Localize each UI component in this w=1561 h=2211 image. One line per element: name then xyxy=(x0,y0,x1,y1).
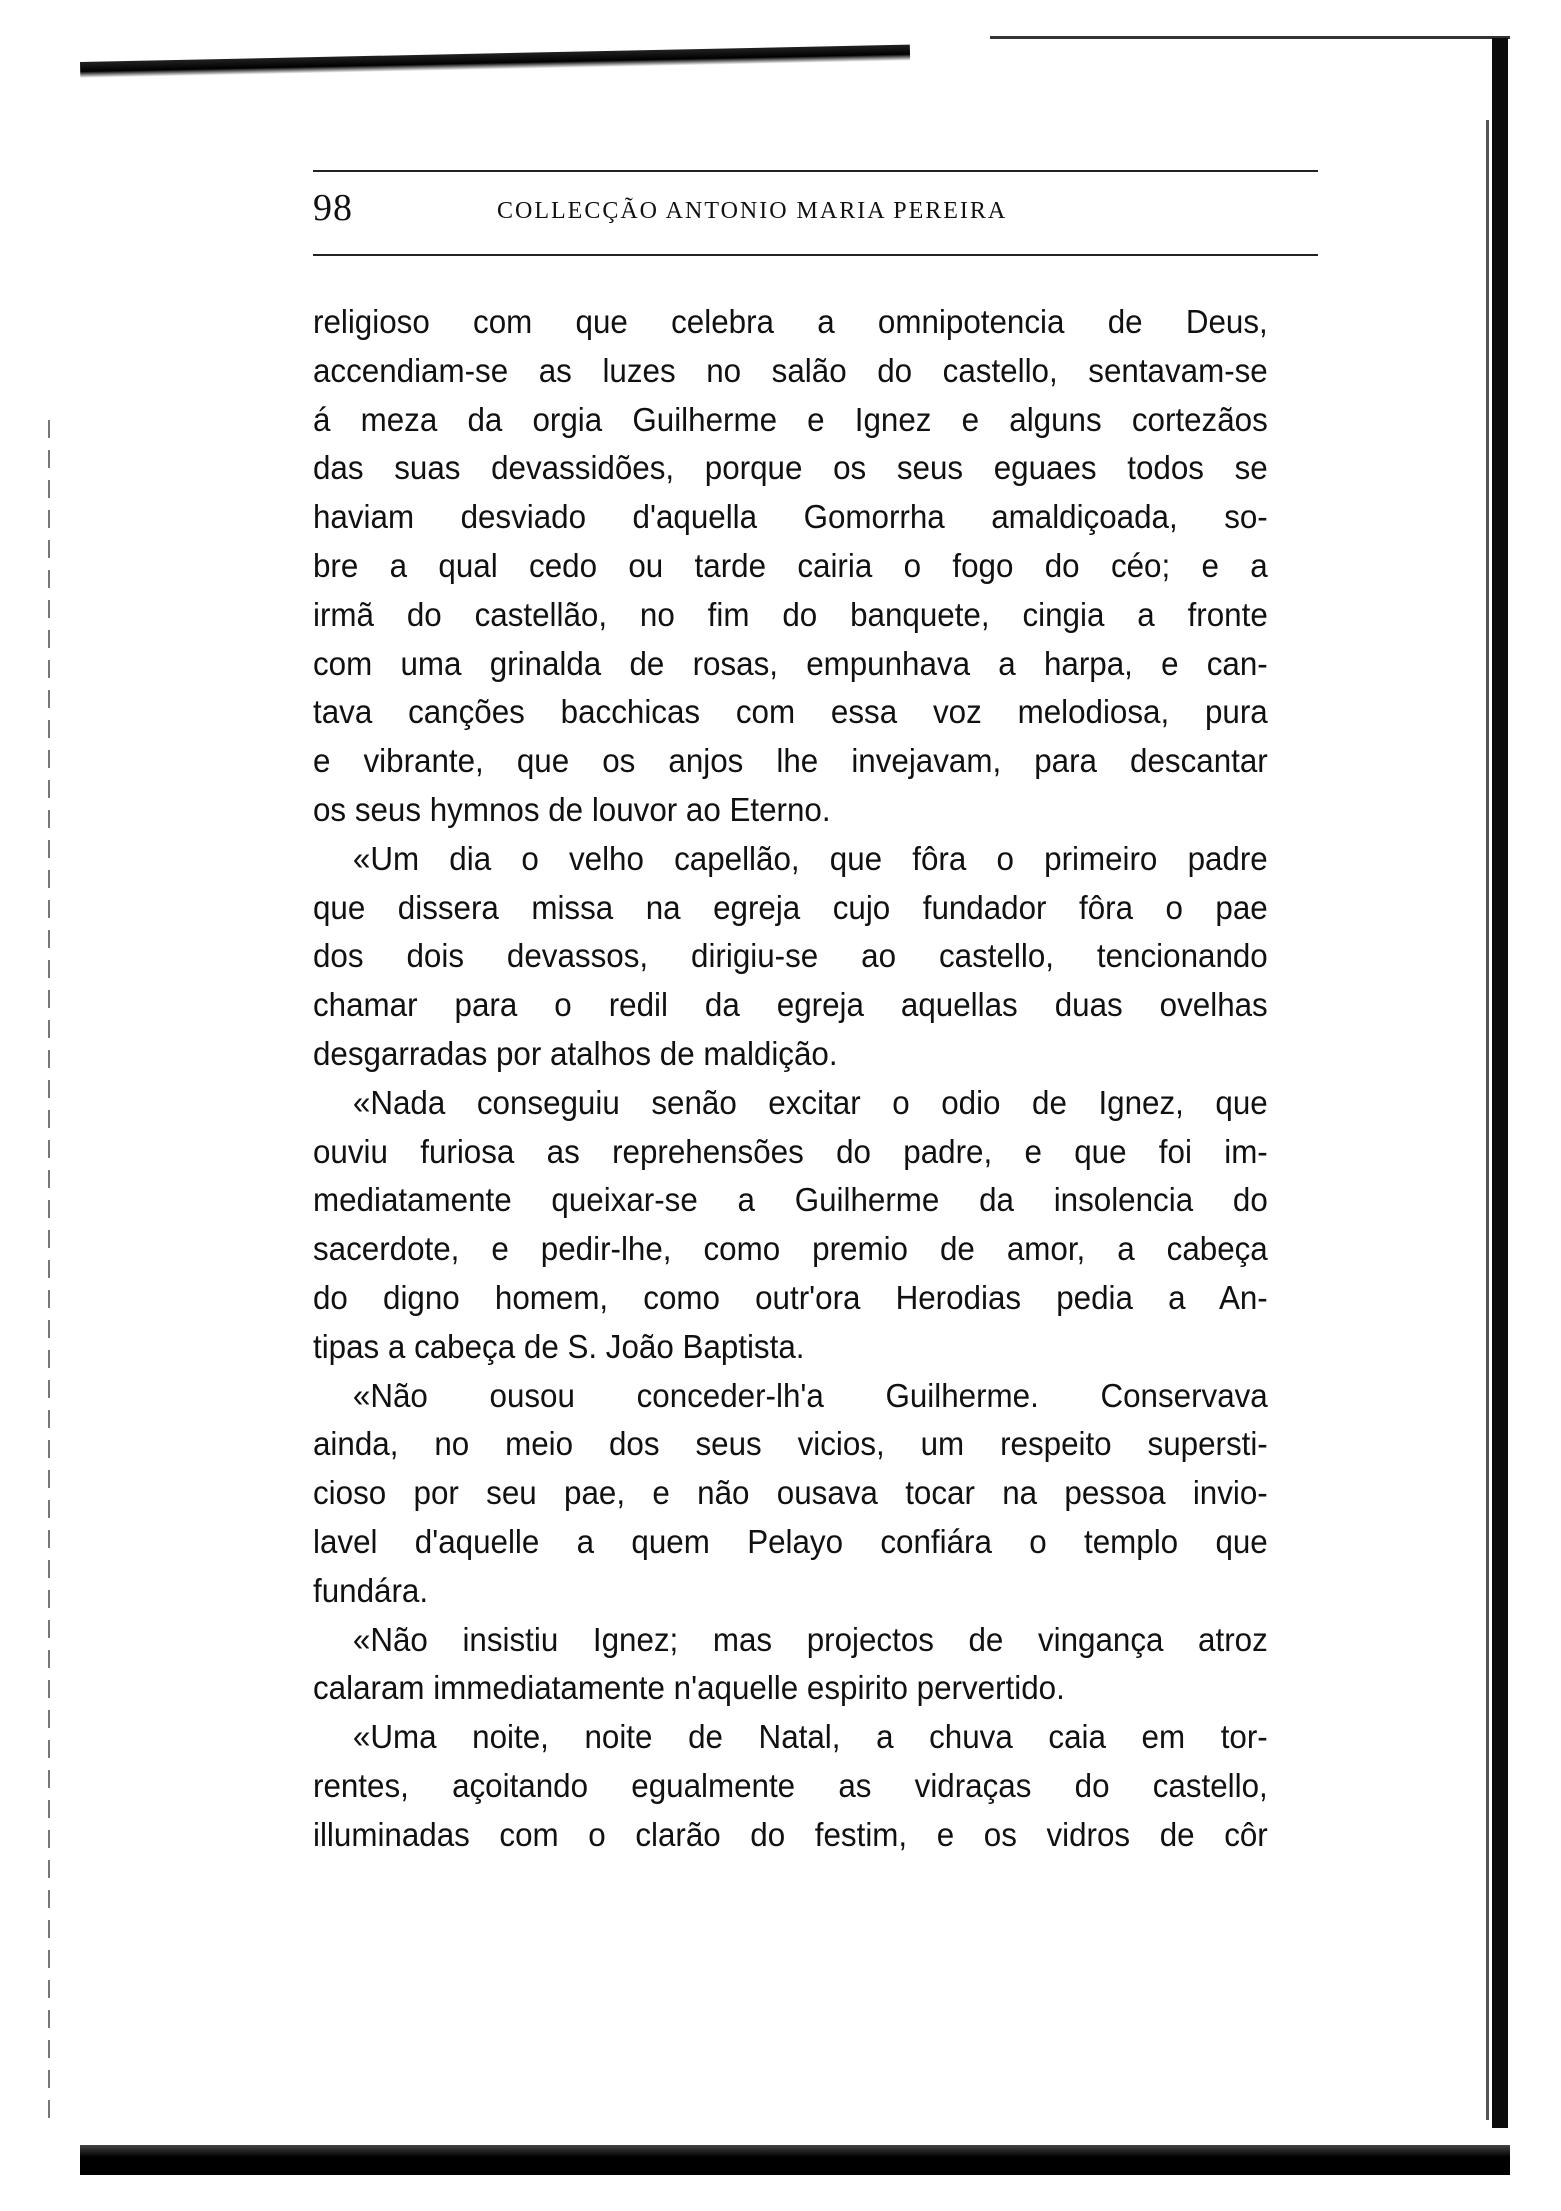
text-line: tava canções bacchicas com essa voz melodiosa, pura xyxy=(313,693,1268,731)
text-line: «Não insistiu Ignez; mas projectos de vingança atroz xyxy=(352,1620,1268,1658)
scan-shadow-bottom xyxy=(80,2145,1510,2175)
text-line: «Não ousou conceder-lh'a Guilherme. Conservava xyxy=(352,1376,1268,1414)
text-line: fundára. xyxy=(313,1571,429,1609)
text-line: sacerdote, e pedir-lhe, como premio de amor, a cabeça xyxy=(313,1230,1268,1268)
header-rule-bottom xyxy=(313,254,1318,256)
text-line: que dissera missa na egreja cujo fundador fôra o pae xyxy=(313,888,1268,926)
page-number: 98 xyxy=(313,187,353,229)
text-line: com uma grinalda de rosas, empunhava a harpa, e can- xyxy=(313,644,1268,682)
text-line: cioso por seu pae, e não ousava tocar na pessoa invio- xyxy=(313,1474,1268,1512)
text-line: desgarradas por atalhos de maldição. xyxy=(313,1034,838,1072)
page-header xyxy=(313,186,1318,236)
text-line: lavel d'aquelle a quem Pelayo confiára o templo que xyxy=(313,1522,1268,1560)
text-line: illuminadas com o clarão do festim, e os vidros de côr xyxy=(313,1815,1268,1853)
text-line: mediatamente queixar-se a Guilherme da insolencia do xyxy=(313,1181,1268,1219)
text-line: religioso com que celebra a omnipotencia de Deus, xyxy=(313,303,1268,340)
text-line: haviam desviado d'aquella Gomorrha amaldiçoada, so- xyxy=(313,498,1268,536)
text-line: e vibrante, que os anjos lhe invejavam, para descantar xyxy=(313,742,1268,780)
text-line: do digno homem, como outr'ora Herodias pedia a An- xyxy=(313,1278,1268,1316)
text-line: ainda, no meio dos seus vicios, um respeito supersti- xyxy=(313,1425,1268,1463)
text-line: ouviu furiosa as reprehensões do padre, e que foi im- xyxy=(313,1132,1268,1170)
text-line: «Nada conseguiu senão excitar o odio de Ignez, que xyxy=(352,1083,1268,1121)
scan-edge-left xyxy=(48,420,50,2120)
text-line: chamar para o redil da egreja aquellas duas ovelhas xyxy=(313,986,1268,1024)
scan-shadow-top xyxy=(80,45,910,78)
scan-shadow-right xyxy=(1492,38,1508,2128)
text-line: dos dois devassos, dirigiu-se ao castello, tencionando xyxy=(313,937,1268,975)
text-line: das suas devassidões, porque os seus eguaes todos se xyxy=(313,449,1268,487)
text-line: «Uma noite, noite de Natal, a chuva caia em tor- xyxy=(352,1718,1268,1756)
text-line: á meza da orgia Guilherme e Ignez e alguns cortezãos xyxy=(313,400,1268,438)
text-line: bre a qual cedo ou tarde cairia o fogo do céo; e a xyxy=(313,546,1268,584)
text-line: calaram immediatamente n'aquelle espirito pervertido. xyxy=(313,1669,1065,1707)
text-line: accendiam-se as luzes no salão do castello, sentavam-se xyxy=(313,351,1268,389)
text-line: tipas a cabeça de S. João Baptista. xyxy=(313,1327,805,1365)
scan-edge-top-right xyxy=(990,36,1510,39)
header-rule-top xyxy=(313,170,1318,172)
scan-edge-right-line xyxy=(1486,120,1489,2120)
body-text xyxy=(313,298,1268,1860)
text-line: irmã do castellão, no fim do banquete, cingia a fronte xyxy=(313,595,1268,633)
text-line: rentes, açoitando egualmente as vidraças do castello, xyxy=(313,1766,1268,1804)
text-line: os seus hymnos de louvor ao Eterno. xyxy=(313,790,831,828)
running-head: COLLECÇÃO ANTONIO MARIA PEREIRA xyxy=(497,198,1008,224)
text-line: «Um dia o velho capellão, que fôra o primeiro padre xyxy=(352,839,1268,877)
